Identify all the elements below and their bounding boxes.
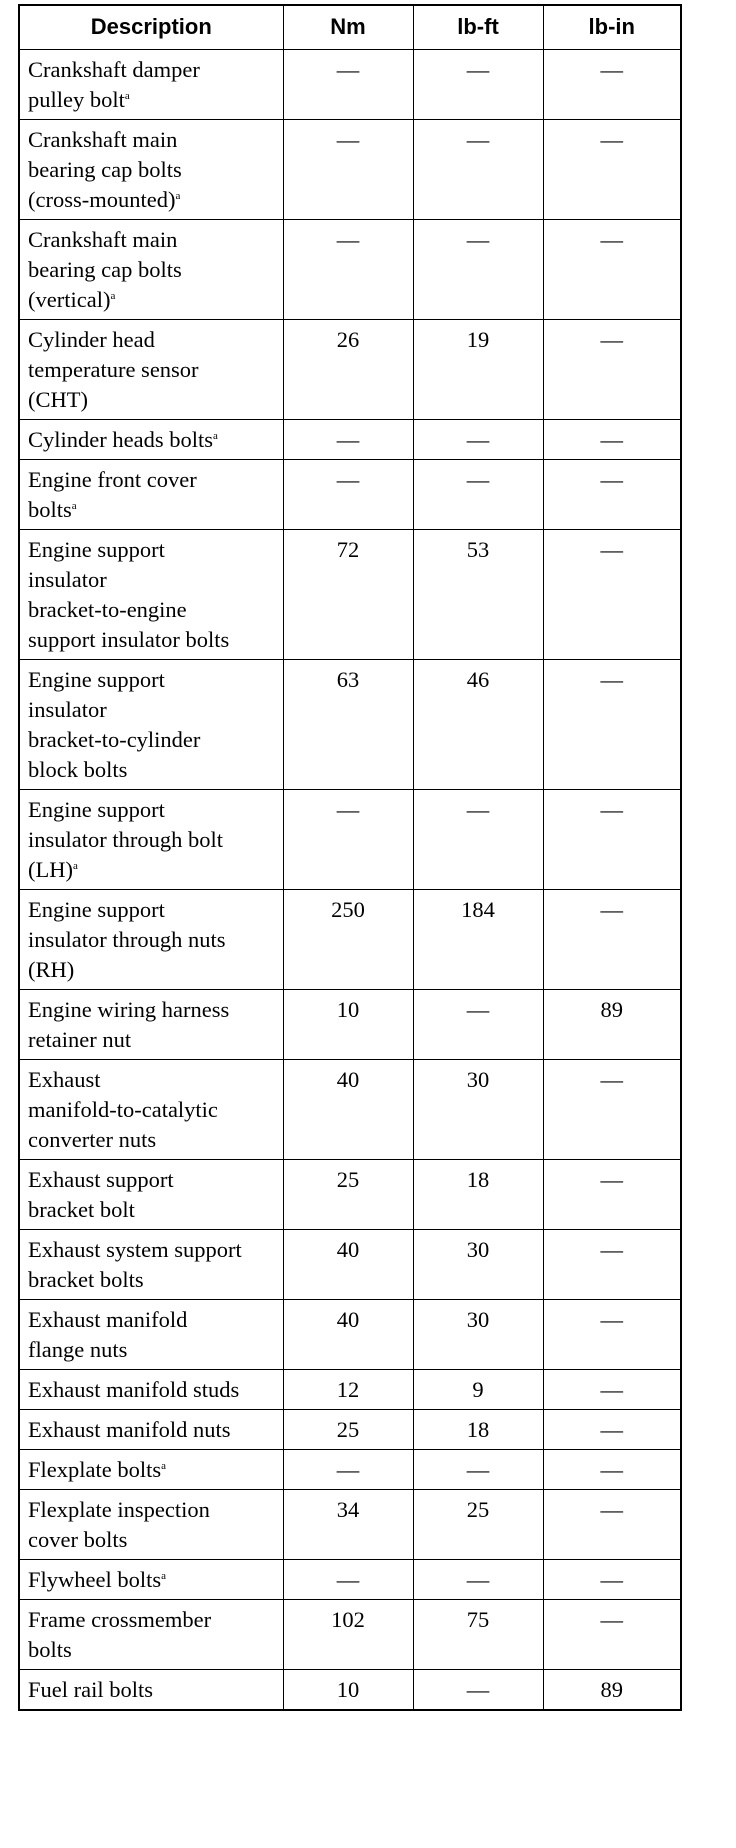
lb-ft-value-cell: 19: [413, 319, 543, 419]
lb-in-value-cell: —: [543, 1409, 681, 1449]
nm-value-cell: 25: [283, 1409, 413, 1449]
nm-value-cell: —: [283, 119, 413, 219]
lb-ft-value-cell: 30: [413, 1299, 543, 1369]
lb-ft-value-cell: 30: [413, 1059, 543, 1159]
lb-in-value-cell: —: [543, 459, 681, 529]
nm-value-cell: —: [283, 419, 413, 459]
nm-value-cell: 63: [283, 659, 413, 789]
description-cell: [19, 419, 283, 459]
nm-value-cell: —: [283, 789, 413, 889]
description-line: bracket bolt: [28, 1196, 135, 1222]
description-cell: [19, 1559, 283, 1599]
description-cell: [19, 789, 283, 889]
lb-ft-value-cell: —: [413, 459, 543, 529]
description-line: bracket-to-engine: [28, 596, 187, 622]
lb-ft-value-cell: 9: [413, 1369, 543, 1409]
lb-ft-value-cell: 46: [413, 659, 543, 789]
description-line: Crankshaft main: [28, 226, 178, 252]
footnote-marker: a: [124, 89, 130, 102]
lb-in-value-cell: —: [543, 1229, 681, 1299]
description-cell: [19, 459, 283, 529]
lb-ft-value-cell: —: [413, 789, 543, 889]
table-row: [19, 1299, 681, 1369]
description-cell: [19, 989, 283, 1059]
description-line: Engine wiring harness: [28, 996, 230, 1022]
description-cell: [19, 1489, 283, 1559]
description-line: Exhaust: [28, 1066, 101, 1092]
description-cell: [19, 1059, 283, 1159]
lb-ft-value-cell: 18: [413, 1159, 543, 1229]
table-row: [19, 889, 681, 989]
description-line: block bolts: [28, 756, 128, 782]
header-lb-ft: lb-ft: [413, 5, 543, 49]
lb-ft-value-cell: 53: [413, 529, 543, 659]
table-row: [19, 1449, 681, 1489]
table-row: [19, 459, 681, 529]
header-row: [19, 5, 681, 49]
description-line: temperature sensor: [28, 356, 199, 382]
description-line: bearing cap bolts: [28, 156, 182, 182]
description-line: pulley bolt: [28, 86, 125, 112]
table-row: [19, 1599, 681, 1669]
description-cell: [19, 1159, 283, 1229]
description-line: Engine support: [28, 896, 165, 922]
lb-ft-value-cell: —: [413, 219, 543, 319]
description-line: insulator: [28, 696, 107, 722]
description-line: Exhaust manifold nuts: [28, 1416, 231, 1442]
table-row: [19, 659, 681, 789]
nm-value-cell: —: [283, 1559, 413, 1599]
nm-value-cell: —: [283, 219, 413, 319]
description-line: manifold-to-catalytic: [28, 1096, 218, 1122]
description-line: Fuel rail bolts: [28, 1676, 153, 1702]
lb-in-value-cell: —: [543, 659, 681, 789]
description-line: bracket-to-cylinder: [28, 726, 201, 752]
nm-value-cell: 40: [283, 1059, 413, 1159]
lb-ft-value-cell: 30: [413, 1229, 543, 1299]
lb-in-value-cell: —: [543, 1059, 681, 1159]
header-lb-in: lb-in: [543, 5, 681, 49]
nm-value-cell: 40: [283, 1299, 413, 1369]
lb-ft-value-cell: —: [413, 419, 543, 459]
table-row: [19, 789, 681, 889]
description-cell: [19, 319, 283, 419]
description-line: Cylinder heads bolts: [28, 426, 213, 452]
table-row: [19, 419, 681, 459]
table-row: [19, 989, 681, 1059]
lb-ft-value-cell: —: [413, 119, 543, 219]
lb-in-value-cell: —: [543, 1449, 681, 1489]
lb-in-value-cell: —: [543, 1489, 681, 1559]
description-line: cover bolts: [28, 1526, 128, 1552]
lb-in-value-cell: —: [543, 529, 681, 659]
lb-in-value-cell: —: [543, 889, 681, 989]
nm-value-cell: 102: [283, 1599, 413, 1669]
lb-ft-value-cell: —: [413, 49, 543, 119]
nm-value-cell: —: [283, 1449, 413, 1489]
description-line: Frame crossmember: [28, 1606, 212, 1632]
description-line: Crankshaft main: [28, 126, 178, 152]
description-line: Exhaust support: [28, 1166, 174, 1192]
table-row: [19, 1489, 681, 1559]
table-row: [19, 1159, 681, 1229]
lb-in-value-cell: —: [543, 119, 681, 219]
description-line: support insulator bolts: [28, 626, 230, 652]
description-cell: [19, 659, 283, 789]
nm-value-cell: —: [283, 49, 413, 119]
lb-in-value-cell: —: [543, 1299, 681, 1369]
header-nm: Nm: [283, 5, 413, 49]
description-line: Exhaust manifold studs: [28, 1376, 240, 1402]
description-line: insulator: [28, 566, 107, 592]
lb-in-value-cell: —: [543, 1559, 681, 1599]
footnote-marker: a: [212, 429, 218, 442]
footnote-marker: a: [110, 289, 116, 302]
description-line: bearing cap bolts: [28, 256, 182, 282]
lb-ft-value-cell: 18: [413, 1409, 543, 1449]
table-row: [19, 1669, 681, 1710]
description-line: (cross-mounted): [28, 186, 176, 212]
table-row: [19, 529, 681, 659]
description-line: Engine support: [28, 666, 165, 692]
lb-ft-value-cell: —: [413, 1449, 543, 1489]
footnote-marker: a: [161, 1459, 167, 1472]
lb-in-value-cell: —: [543, 1159, 681, 1229]
description-cell: [19, 1229, 283, 1299]
footnote-marker: a: [175, 189, 181, 202]
lb-in-value-cell: —: [543, 319, 681, 419]
lb-in-value-cell: —: [543, 1599, 681, 1669]
lb-in-value-cell: 89: [543, 1669, 681, 1710]
description-line: bracket bolts: [28, 1266, 144, 1292]
description-line: (vertical): [28, 286, 111, 312]
lb-ft-value-cell: 25: [413, 1489, 543, 1559]
description-cell: [19, 1599, 283, 1669]
footnote-marker: a: [71, 499, 77, 512]
lb-ft-value-cell: 75: [413, 1599, 543, 1669]
nm-value-cell: 72: [283, 529, 413, 659]
description-line: Flexplate bolts: [28, 1456, 162, 1482]
description-cell: [19, 1299, 283, 1369]
table-row: [19, 319, 681, 419]
nm-value-cell: 25: [283, 1159, 413, 1229]
description-line: Cylinder head: [28, 326, 155, 352]
description-line: Exhaust system support: [28, 1236, 242, 1262]
description-line: flange nuts: [28, 1336, 128, 1362]
description-line: bolts: [28, 496, 72, 522]
lb-in-value-cell: 89: [543, 989, 681, 1059]
description-line: retainer nut: [28, 1026, 132, 1052]
header-description: Description: [19, 5, 283, 49]
lb-in-value-cell: —: [543, 1369, 681, 1409]
description-cell: [19, 1449, 283, 1489]
table-row: [19, 1409, 681, 1449]
torque-spec-table: [18, 4, 682, 1711]
description-line: (LH): [28, 856, 73, 882]
description-line: converter nuts: [28, 1126, 157, 1152]
description-cell: [19, 49, 283, 119]
lb-ft-value-cell: —: [413, 1559, 543, 1599]
table-row: [19, 1559, 681, 1599]
nm-value-cell: 34: [283, 1489, 413, 1559]
description-line: Flywheel bolts: [28, 1566, 162, 1592]
description-line: Engine support: [28, 796, 165, 822]
description-line: Engine front cover: [28, 466, 197, 492]
lb-ft-value-cell: 184: [413, 889, 543, 989]
table-row: [19, 1229, 681, 1299]
description-line: insulator through nuts: [28, 926, 226, 952]
description-cell: [19, 1409, 283, 1449]
description-cell: [19, 219, 283, 319]
description-cell: [19, 1669, 283, 1710]
lb-in-value-cell: —: [543, 219, 681, 319]
table-body: [19, 49, 681, 1710]
nm-value-cell: 10: [283, 1669, 413, 1710]
footnote-marker: a: [72, 859, 78, 872]
description-cell: [19, 529, 283, 659]
description-line: Flexplate inspection: [28, 1496, 210, 1522]
description-line: (CHT): [28, 386, 88, 412]
nm-value-cell: 40: [283, 1229, 413, 1299]
lb-in-value-cell: —: [543, 49, 681, 119]
nm-value-cell: 26: [283, 319, 413, 419]
lb-in-value-cell: —: [543, 419, 681, 459]
nm-value-cell: —: [283, 459, 413, 529]
description-line: (RH): [28, 956, 75, 982]
description-line: Crankshaft damper: [28, 56, 200, 82]
description-cell: [19, 119, 283, 219]
footnote-marker: a: [161, 1569, 167, 1582]
lb-ft-value-cell: —: [413, 1669, 543, 1710]
description-line: bolts: [28, 1636, 72, 1662]
description-cell: [19, 889, 283, 989]
table-row: [19, 1059, 681, 1159]
table-row: [19, 219, 681, 319]
nm-value-cell: 250: [283, 889, 413, 989]
nm-value-cell: 10: [283, 989, 413, 1059]
table-row: [19, 1369, 681, 1409]
table-row: [19, 49, 681, 119]
nm-value-cell: 12: [283, 1369, 413, 1409]
lb-in-value-cell: —: [543, 789, 681, 889]
description-cell: [19, 1369, 283, 1409]
description-line: Exhaust manifold: [28, 1306, 188, 1332]
description-line: Engine support: [28, 536, 165, 562]
description-line: insulator through bolt: [28, 826, 223, 852]
lb-ft-value-cell: —: [413, 989, 543, 1059]
table-row: [19, 119, 681, 219]
